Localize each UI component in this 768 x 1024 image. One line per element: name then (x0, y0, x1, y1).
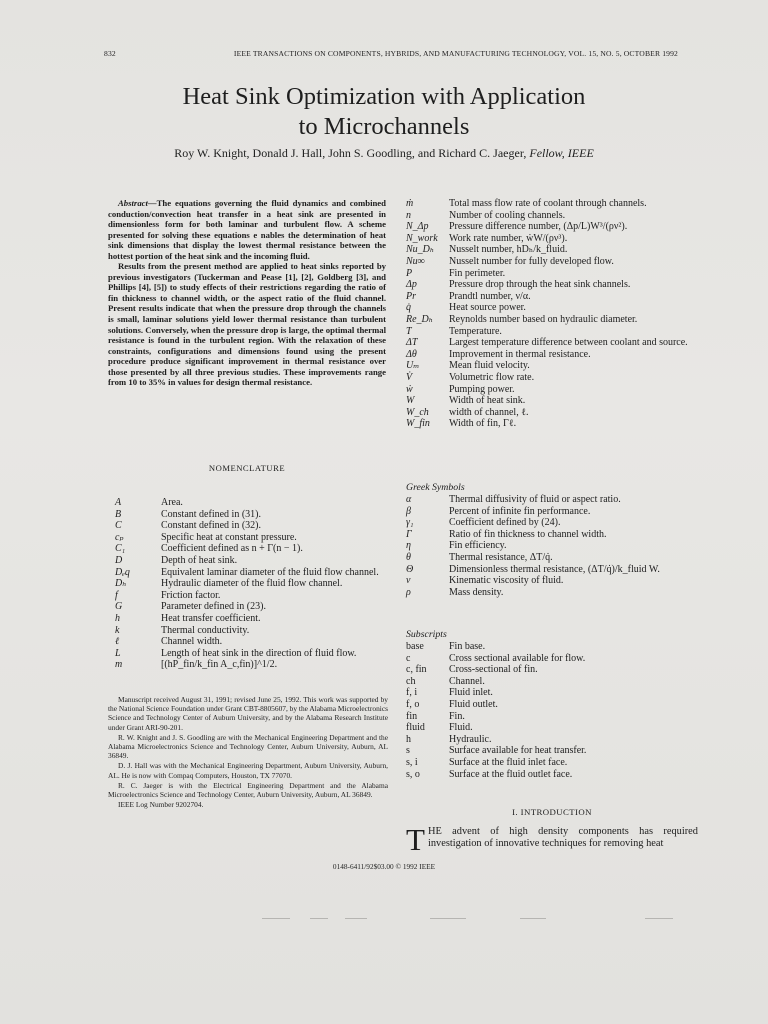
symbol-definition: Surface at the fluid inlet face. (449, 756, 568, 768)
symbol: Uₘ (406, 360, 420, 372)
greek-symbols-list (406, 494, 700, 598)
symbol-definition: Nusselt number for fully developed flow. (449, 255, 614, 267)
bleed-mark (262, 918, 290, 919)
greek-symbol-entry (406, 506, 700, 518)
nomenclature-entry (406, 395, 700, 407)
symbol: D (115, 554, 123, 566)
nomenclature-entry (406, 407, 700, 419)
symbol-definition: Mass density. (449, 586, 504, 598)
symbol: c (406, 652, 411, 664)
symbol: h (115, 612, 120, 624)
symbol-definition: Coefficient defined as n + Γ(n − 1). (161, 543, 303, 555)
subscript-entry (406, 769, 700, 781)
symbol: Nu_Dₕ (406, 244, 435, 256)
bleed-mark (345, 918, 367, 919)
subscripts-heading: Subscripts (406, 629, 447, 640)
subscript-entry (406, 722, 700, 734)
symbol: A (115, 497, 122, 508)
symbol: q̇ (406, 302, 411, 314)
symbol-definition: Friction factor. (161, 589, 221, 601)
symbol-definition: Pressure drop through the heat sink channels. (449, 279, 631, 291)
paper-title (0, 82, 768, 142)
symbol-definition: Fluid inlet. (449, 687, 493, 699)
introduction-text (406, 822, 698, 857)
symbol: h (406, 733, 411, 745)
symbol: c, fin (406, 664, 427, 676)
symbol-definition: Heat transfer coefficient. (161, 612, 261, 624)
symbol-definition: Work rate number, ẇW/(ρν³). (449, 232, 568, 244)
symbol-definition: Constant defined in (31). (161, 508, 261, 520)
greek-symbol-entry (406, 587, 700, 599)
subscript-entry (406, 757, 700, 769)
symbol-definition: Kinematic viscosity of fluid. (449, 575, 564, 587)
symbol: ν (406, 575, 411, 587)
subscript-entry (406, 711, 700, 723)
symbol: Dₑq (115, 566, 130, 578)
nomenclature-entry (115, 659, 395, 671)
symbol: W_ch (406, 406, 429, 418)
symbol-definition: Width of fin, Γℓ. (449, 418, 517, 430)
subscript-entry (406, 641, 700, 653)
footnote: R. W. Knight and J. S. Goodling are with the Mechanical Engineering Department and the Alabama Microelectronics Science and Technology Center, Auburn University, Auburn, AL 36849. (108, 732, 388, 761)
symbol-definition: Hydraulic. (449, 733, 492, 745)
symbol: C (115, 520, 122, 532)
footnote: Manuscript received August 31, 1991; revised June 25, 1992. This work was supported by the National Science Foundation under Grant CBT-8805607, by the Alabama Microelectronics Science and Technology Center of Auburn University, and by the Alabama Research Institute under Grant ARI-90-201. (108, 695, 388, 732)
symbol: α (406, 494, 412, 505)
symbol: k (115, 624, 120, 636)
symbol: W_fin (406, 418, 430, 430)
subscripts-list (406, 641, 700, 780)
nomenclature-entry (115, 578, 395, 590)
nomenclature-entry (406, 268, 700, 280)
symbol: V̇ (406, 371, 413, 383)
symbol-definition: Heat source power. (449, 302, 526, 314)
nomenclature-entry (115, 555, 395, 567)
subscript-entry (406, 734, 700, 746)
subscript-entry (406, 664, 700, 676)
greek-symbol-entry (406, 529, 700, 541)
nomenclature-entry (115, 509, 395, 521)
journal-citation: IEEE TRANSACTIONS ON COMPONENTS, HYBRIDS, AND MANUFACTURING TECHNOLOGY, VOL. 15, NO. 5, OCTOBER 1992 (233, 49, 678, 58)
symbol: s, i (406, 756, 418, 768)
footnote: D. J. Hall was with the Mechanical Engineering Department, Auburn University, Auburn, AL. He is now with Compaq Computers, Houston, TX 77070. (108, 761, 388, 780)
symbol: N_work (406, 232, 438, 244)
nomenclature-entry (406, 256, 700, 268)
symbol-definition: Ratio of fin thickness to channel width. (449, 528, 607, 540)
abstract-lead: Abstract— (118, 198, 157, 208)
greek-symbol-entry (406, 517, 700, 529)
nomenclature-entry (406, 210, 700, 222)
symbol: Γ (406, 528, 412, 540)
symbol-definition: Coefficient defined by (24). (449, 517, 561, 529)
nomenclature-entry (115, 543, 395, 555)
nomenclature-entry (406, 337, 700, 349)
nomenclature-entry (115, 567, 395, 579)
nomenclature-left-list (115, 497, 395, 671)
greek-symbol-entry (406, 552, 700, 564)
symbol-definition: Hydraulic diameter of the fluid flow channel. (161, 578, 343, 590)
symbol: m (115, 659, 123, 671)
subscript-entry (406, 653, 700, 665)
symbol-definition: Specific heat at constant pressure. (161, 531, 297, 543)
nomenclature-entry (406, 302, 700, 314)
nomenclature-heading: NOMENCLATURE (208, 463, 286, 473)
nomenclature-entry (406, 314, 700, 326)
nomenclature-entry (115, 625, 395, 637)
symbol-definition: Prandtl number, ν/α. (449, 290, 531, 302)
nomenclature-entry (115, 648, 395, 660)
greek-symbol-entry (406, 540, 700, 552)
symbol: G (115, 601, 123, 613)
nomenclature-entry (406, 384, 700, 396)
symbol: f, o (406, 698, 420, 710)
symbol: γ₁ (406, 517, 414, 529)
nomenclature-entry (406, 244, 700, 256)
symbol-definition: Thermal resistance, ΔT/q̇. (449, 551, 553, 563)
bleed-mark (310, 918, 328, 919)
page-number: 832 (104, 49, 116, 58)
symbol-definition: Area. (161, 497, 183, 508)
nomenclature-entry (115, 590, 395, 602)
symbol: ch (406, 675, 416, 687)
symbol: Δp (406, 279, 417, 291)
bleed-mark (645, 918, 673, 919)
symbol: N_Δp (406, 221, 429, 233)
greek-symbol-entry (406, 494, 700, 506)
symbol-definition: Thermal conductivity. (161, 624, 250, 636)
symbol-definition: Channel width. (161, 636, 223, 648)
footnote: R. C. Jaeger is with the Electrical Engineering Department and the Alabama Microelectronics Science and Technology Center, Auburn University, Auburn, AL 36849. (108, 780, 388, 800)
symbol: fluid (406, 722, 425, 734)
author-names: Roy W. Knight, Donald J. Hall, John S. Goodling, and Richard C. Jaeger, (174, 146, 527, 160)
symbol-definition: Fluid outlet. (449, 698, 498, 710)
footnotes (108, 695, 388, 810)
symbol: ℓ (115, 636, 120, 648)
abstract-text-1: The equations governing the fluid dynamics and combined conduction/convection heat transfer in a heat sink are presented in dimensionless form for both laminar and turbulent flow. A scheme presented for solving these equations e nables the determination of heat sink dimensions that display the lowest thermal resistance between the hottest portion of the heat sink and the incoming fluid. (108, 198, 386, 261)
nomenclature-entry (115, 520, 395, 532)
greek-symbol-entry (406, 564, 700, 576)
symbol: f, i (406, 687, 418, 699)
symbol-definition: Thermal diffusivity of fluid or aspect ratio. (449, 494, 621, 505)
symbol-definition: Constant defined in (32). (161, 520, 261, 532)
nomenclature-entry (406, 198, 700, 210)
nomenclature-entry (406, 349, 700, 361)
symbol: s, o (406, 768, 420, 780)
symbol-definition: Equivalent laminar diameter of the fluid flow channel. (161, 566, 379, 578)
symbol-definition: Reynolds number based on hydraulic diameter. (449, 313, 638, 325)
symbol-definition: Parameter defined in (23). (161, 601, 266, 613)
symbol-definition: Cross-sectional of fin. (449, 664, 538, 676)
subscript-entry (406, 687, 700, 699)
introduction-heading: I. INTRODUCTION (512, 807, 592, 817)
symbol-definition: Improvement in thermal resistance. (449, 348, 591, 360)
symbol: Pr (406, 290, 416, 302)
symbol: T (406, 325, 412, 337)
symbol: Re_Dₕ (406, 313, 434, 325)
nomenclature-entry (115, 636, 395, 648)
symbol: f (115, 589, 118, 601)
symbol: W (406, 395, 415, 407)
symbol-definition: Length of heat sink in the direction of fluid flow. (161, 647, 357, 659)
nomenclature-entry (406, 372, 700, 384)
symbol-definition: Dimensionless thermal resistance, (ΔT/q̇)/k_fluid W. (449, 563, 660, 575)
symbol: Δθ (406, 348, 417, 360)
nomenclature-entry (406, 291, 700, 303)
title-line-2: to Microchannels (298, 113, 470, 140)
symbol: η (406, 540, 411, 552)
nomenclature-entry (115, 497, 395, 509)
symbol-definition: [(hP_fin/k_fin A_c,fin)]^1/2. (161, 659, 278, 671)
symbol: C₁ (115, 543, 126, 555)
symbol-definition: Depth of heat sink. (161, 554, 238, 566)
greek-symbol-entry (406, 575, 700, 587)
author-suffix: Fellow, IEEE (529, 146, 594, 160)
symbol-definition: Pressure difference number, (Δp/L)W³/(ρν²). (449, 221, 628, 233)
symbol-definition: Largest temperature difference between coolant and source. (449, 337, 688, 349)
symbol-definition: Fin perimeter. (449, 267, 506, 279)
nomenclature-entry (406, 233, 700, 245)
abstract (108, 198, 386, 388)
symbol: L (115, 647, 121, 659)
symbol-definition: Fluid. (449, 722, 473, 734)
symbol: n (406, 209, 411, 221)
symbol-definition: Channel. (449, 675, 485, 687)
nomenclature-entry (406, 360, 700, 372)
symbol: P (406, 267, 413, 279)
symbol: Θ (406, 563, 414, 575)
symbol-definition: Fin base. (449, 641, 486, 652)
symbol: s (406, 745, 410, 757)
symbol-definition: Volumetric flow rate. (449, 371, 535, 383)
symbol: θ (406, 551, 411, 563)
introduction-body: HE advent of high density components has required investigation of innovative techniques for removing heat (427, 826, 698, 849)
symbol-definition: Surface available for heat transfer. (449, 745, 587, 757)
symbol-definition: Cross sectional available for flow. (449, 652, 586, 664)
subscript-entry (406, 745, 700, 757)
symbol-definition: Surface at the fluid outlet face. (449, 768, 573, 780)
symbol-definition: Percent of infinite fin performance. (449, 505, 591, 517)
abstract-paragraph-2: Results from the present method are applied to heat sinks reported by previous investigators (Tuckerman and Pease [1], [2], Goldberg [3], and Phillips [4], [5]) to study effects of their restrictions regarding the ratio of fin thickness to channel width, or the aspect ratio of the fluid channel. Present results indicate that when the pressure drop through the channels is small, laminar solutions yield lower thermal resistance than turbulent solutions. Conversely, when the pressure drop is large, the optimal thermal resistance is found in the turbulent region. With the relaxation of these constraints, configurations and dimensions found using the present procedure produce significant improvement in thermal resistance over those presented by all three previous studies. These improvements range from 10 to 35% in values for design thermal resistance. (108, 261, 386, 388)
symbol-definition: Mean fluid velocity. (449, 360, 530, 372)
symbol-definition: Pumping power. (449, 383, 515, 395)
abstract-paragraph-1 (108, 198, 386, 261)
symbol: cₚ (115, 531, 124, 543)
copyright-line: 0148-6411/92$03.00 © 1992 IEEE (332, 862, 436, 871)
nomenclature-right-list (406, 198, 700, 430)
symbol-definition: Width of heat sink. (449, 395, 526, 407)
title-line-1: Heat Sink Optimization with Application (182, 83, 586, 110)
symbol: B (115, 508, 122, 520)
symbol: Nu∞ (406, 255, 425, 267)
symbol-definition: Number of cooling channels. (449, 209, 566, 221)
symbol-definition: Temperature. (449, 325, 502, 337)
symbol: ρ (406, 586, 411, 598)
symbol-definition: Fin. (449, 710, 465, 722)
nomenclature-entry (406, 279, 700, 291)
symbol: ΔT (406, 337, 418, 349)
symbol: ṁ (406, 198, 414, 209)
footnote: IEEE Log Number 9202704. (118, 800, 204, 810)
nomenclature-entry (406, 221, 700, 233)
drop-cap: T (406, 822, 425, 857)
symbol: ẇ (406, 383, 413, 395)
symbol: β (406, 505, 411, 517)
symbol: fin (406, 710, 418, 722)
subscript-entry (406, 676, 700, 688)
symbol-definition: Total mass flow rate of coolant through channels. (449, 198, 647, 209)
author-line (0, 146, 768, 161)
symbol-definition: width of channel, ℓ. (449, 406, 529, 418)
subscript-entry (406, 699, 700, 711)
nomenclature-entry (115, 601, 395, 613)
greek-symbols-heading: Greek Symbols (406, 482, 465, 493)
nomenclature-entry (115, 532, 395, 544)
symbol: base (406, 641, 424, 652)
bleed-mark (430, 918, 466, 919)
nomenclature-entry (115, 613, 395, 625)
symbol-definition: Fin efficiency. (449, 540, 507, 552)
symbol-definition: Nusselt number, hDₕ/k_fluid. (449, 244, 568, 256)
nomenclature-entry (406, 326, 700, 338)
symbol: Dₕ (115, 578, 127, 590)
nomenclature-entry (406, 418, 700, 430)
bleed-mark (520, 918, 546, 919)
